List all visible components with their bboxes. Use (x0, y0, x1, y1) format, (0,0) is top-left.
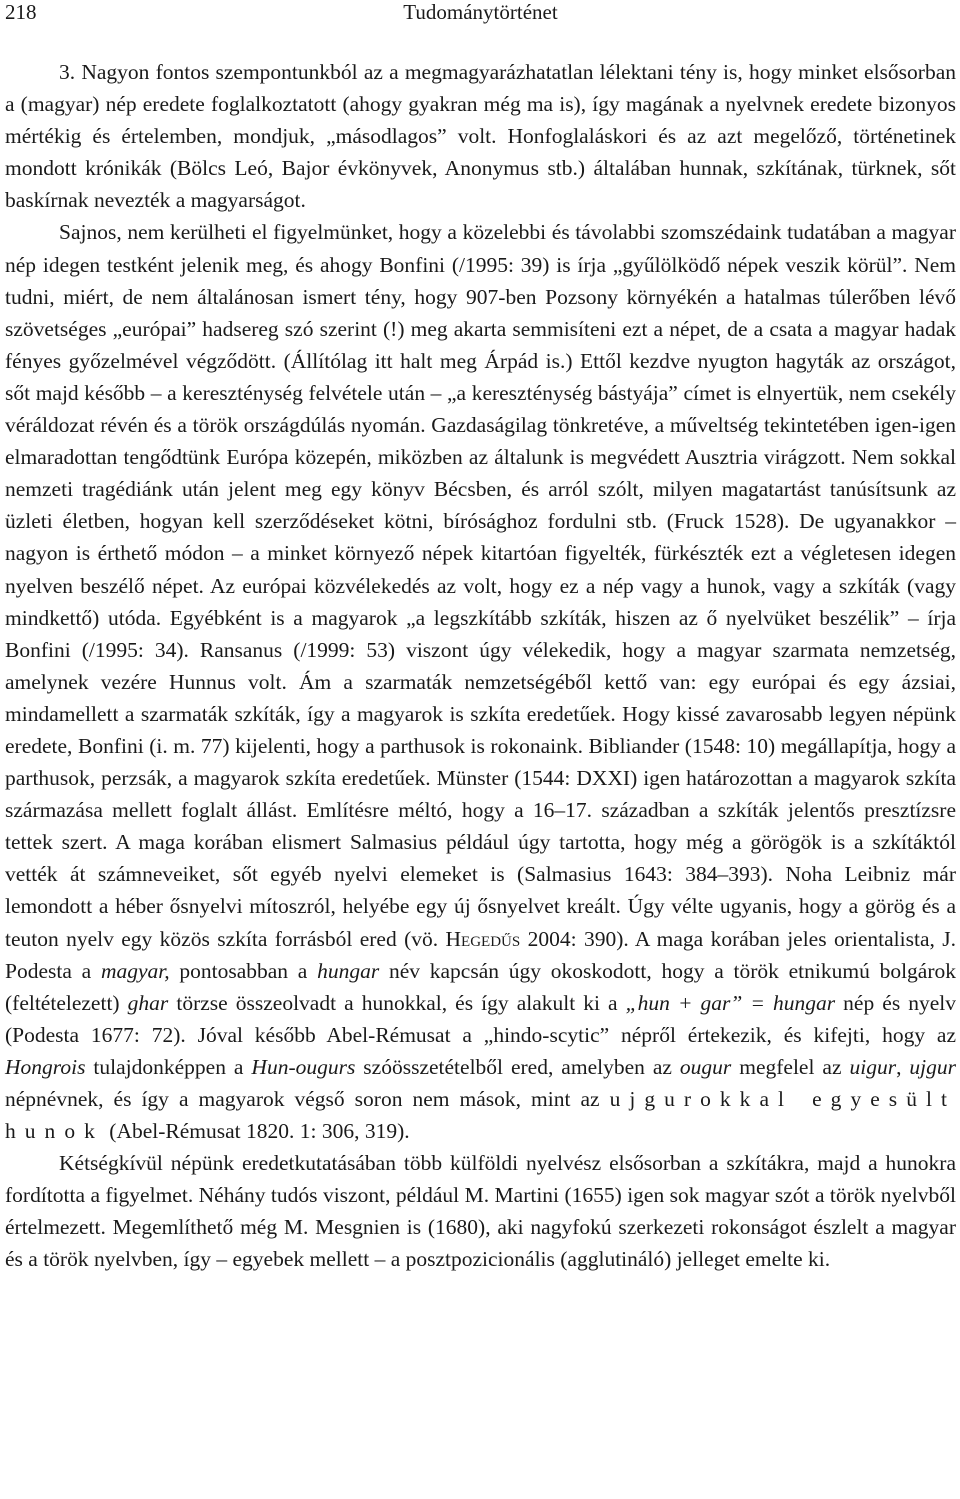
page-number: 218 (5, 0, 37, 24)
p2-text-1: Sajnos, nem kerülheti el figyelmünket, hogy a közelebbi és távolabbi szomszédaink tudatában a magyar nép idegen testként jelenik meg, és ahogy Bonfini (/1995: 39) is írja „gyűlölködő népek veszik körül”. Nem tudni, miért, de nem általánosan ismert tény, hogy 907-ben Pozsony környékén a hatalmas túlerőben lévő szövetséges „európai” hadsereg szó szerint (!) meg akarta semmisíteni ezt a népet, de a csata a magyar hadak fényes győzelmével végződött. (Állítólag itt halt meg Árpád is.) Ettől kezdve nyugton hagyták az országot, sőt majd később – a kereszténység felvétele után – „a kereszténység bástyája” címet is elnyertük, nem csekély véráldozat révén és a török országdúlás nyomán. Gazdaságilag tönkretéve, a műveltség tekintetében igen-igen elmaradottan tengődtünk Európa közepén, miközben az általunk is megvédett Ausztria virágzott. Nem sokkal nemzeti tragédiánk után jelent meg egy könyv Bécsben, és arról szólt, milyen magatartást tanúsítsunk az üzleti életben, hogyan kell szerződéseket kötni, bírósághoz fordulni stb. (Fruck 1528). De ugyanakkor – nagyon is érthető módon – a minket környező népek kitartóan figyelték, fürkészték ezt a végletesen idegen nyelven beszélő népet. Az európai közvélekedés az volt, hogy ez a nép vagy a hunok, vagy a szkíták (vagy mindkettő) utóda. Egyébként is a magyarok „a legszkítább szkíták, hiszen az ő nyelvüket beszélik” – írja Bonfini (/1995: 34). Ransanus (/1999: 53) viszont úgy vélekedik, hogy a magyar szarmata nemzetség, amelynek vezére Hunnus volt. Ám a szarmaták nemzetségéből kettő van: egy európai és egy ázsiai, mindamellett a szarmaták szkíták, így a magyarok is szkíta eredetűek. Hogy kissé zavarosabb legyen népünk eredete, Bonfini (i. m. 77) kijelenti, hogy a parthusok is rokonaink. Bibliander (1548: 10) megállapítja, hogy a parthusok, perzsák, a magyarok szkíta eredetűek. Münster (1544: DXXI) igen határozottan a magyarok szkíta származása mellett foglalt állást. Említésre méltó, hogy a 16–17. században a szkíták jelentős presztízsre tettek szert. A maga korában elismert Salmasius például úgy tartotta, hogy még a görögök is a szkítáktól vették át számneveiket, sőt egyéb nyelvi elemeket is (Salmasius 1643: 384–393). Noha Leibniz már lemondott a héber ősnyelvi mítoszról, helyébe egy új ősnyelvet kreált. Úgy vélte ugyanis, hogy a görög és a teuton nyelv egy közös szkíta forrásból ered (vö. (5, 220, 956, 951)
term-hongrois: Hongrois (5, 1054, 86, 1079)
term-hungar: hungar (317, 958, 380, 983)
p2-text-4: név kapcsán úgy okoskodott, hogy a török etnikumú bolgárok (feltételezett) (5, 958, 956, 1015)
p2-text-10: , (896, 1054, 910, 1079)
paragraph-2 (5, 216, 956, 1147)
term-formula: „hun + gar” = hungar (625, 990, 836, 1015)
running-head (5, 0, 956, 40)
section-number: 3. (59, 60, 76, 84)
p2-text-6: nép és nyelv (Podesta 1677: 72). Jóval később Abel-Rémusat a „hindo-scytic” népről értekezik, és kifejti, hogy az (5, 990, 957, 1047)
p2-text-5: törzse összeolvadt a hunokkal, és így alakult ki a (168, 990, 626, 1015)
p2-text-3: pontosabban a (169, 958, 318, 983)
paragraph-1-text: Nagyon fontos szempontunkból az a megmagyarázhatatlan lélektani tény is, hogy minket elsősorban a (magyar) nép eredete foglalkoztatott (ahogy gyakran még ma is), így magának a nyelvnek eredete bizonyos mértékig és értelemben, mondjuk, „másodlagos” volt. Honfoglaláskori és az azt megelőző, történetinek mondott krónikák (Bölcs Leó, Bajor évkönyvek, Anonymus stb.) általában hunnak, szkítának, türknek, sőt baskírnak nevezték a magyarságot. (5, 60, 956, 213)
paragraph-1 (5, 56, 956, 216)
term-uigur: uigur (849, 1054, 897, 1079)
running-title: Tudománytörténet (403, 0, 558, 24)
term-ougur: ougur (679, 1054, 732, 1079)
author-name-hegedus: Hegedűs (445, 926, 521, 951)
paragraph-3-text: Kétségkívül népünk eredetkutatásában több külföldi nyelvész elsősorban a szkítákra, majd a hunokra fordította a figyelmet. Néhány tudós viszont, például M. Martini (1655) igen sok magyar szót a török nyelvből értelmezett. Megemlíthető még M. Mesgnien is (1680), aki nagyfokú szerkezeti rokonságot észlelt a magyar és a török nyelvben, így – egyebek mellett – a posztpozicionális (agglutináló) jelleget emelte ki. (5, 1151, 956, 1272)
p2-text-2: 2004: 390). A maga korában jeles orientalista, J. Podesta a (5, 926, 956, 983)
term-ujgur: ujgur (909, 1054, 956, 1079)
paragraph-3 (5, 1147, 956, 1275)
term-ghar: ghar (127, 990, 169, 1015)
body-text (5, 56, 956, 1276)
p2-text-9: megfelel az (731, 1054, 850, 1079)
term-magyar: magyar, (100, 958, 170, 983)
p2-text-8: szóösszetételből ered, amelyben az (355, 1054, 680, 1079)
spaced-emphasis: ujgurokkal egyesült hunok (5, 1087, 956, 1144)
p2-text-7: tulajdonképpen a (85, 1054, 252, 1079)
term-hun-ougurs: Hun-ougurs (251, 1054, 356, 1079)
p2-text-12: (Abel-Rémusat 1820. 1: 306, 319). (103, 1119, 410, 1144)
p2-text-11: népnévnek, és így a magyarok végső soron nem mások, mint az (5, 1087, 610, 1111)
